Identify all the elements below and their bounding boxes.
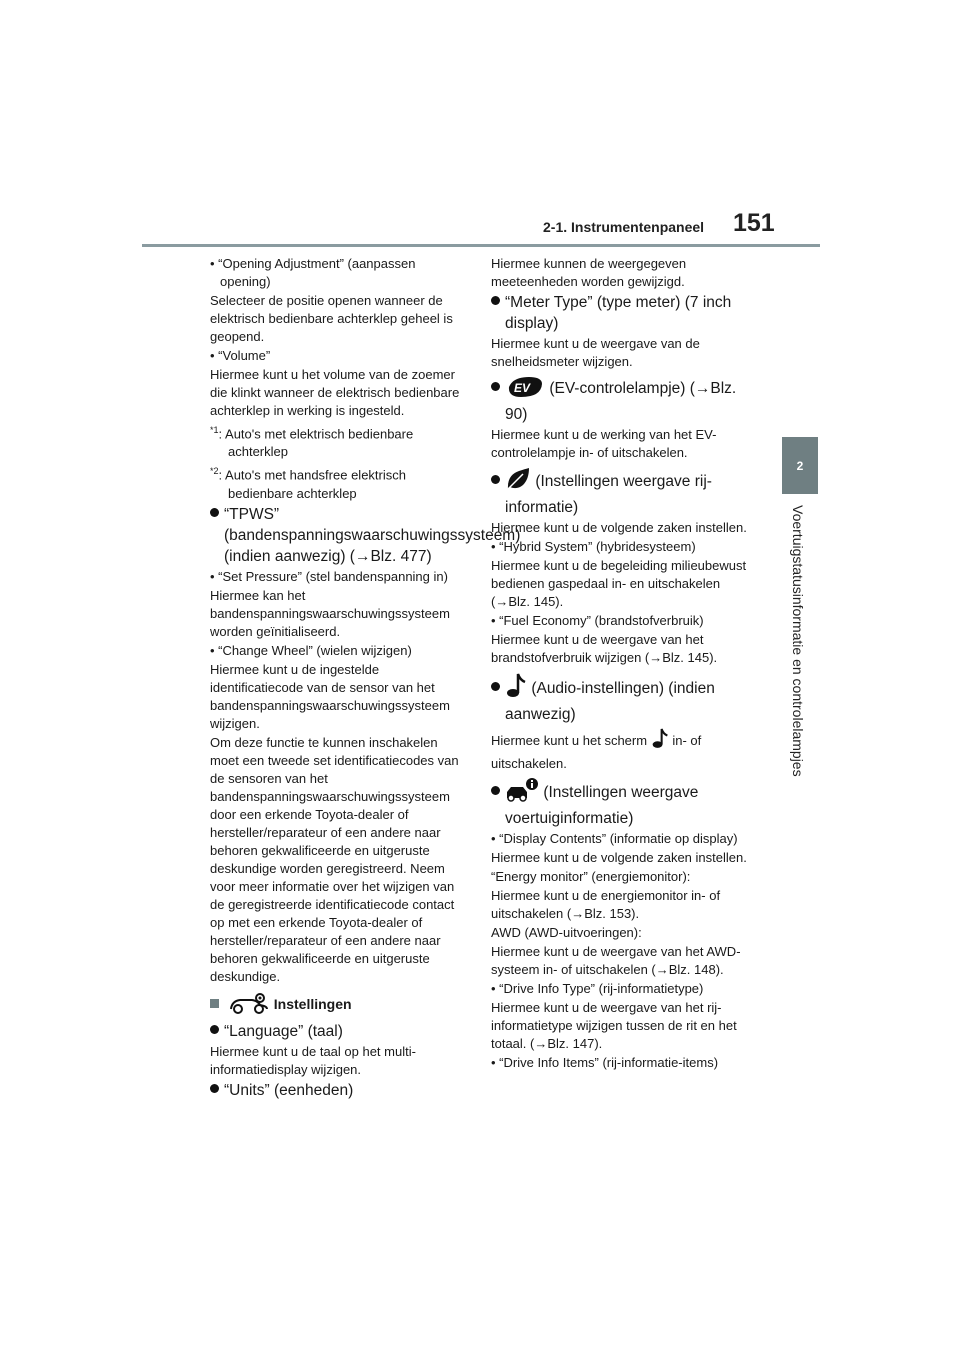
chapter-side-text: Voertuigstatusinformatie en controlelampjes: [790, 505, 806, 777]
footnote-2: $^{*2}$: Auto's met handsfree elektrisch bedienbare achterklep: [210, 466, 406, 501]
paragraph: Selecteer de positie openen wanneer de elektrisch bedienbare achterklep geheel is geopend.: [210, 293, 453, 344]
paragraph: Hiermee kunnen de weergegeven meeteenheden worden gewijzigd.: [491, 256, 687, 289]
paragraph: AWD (AWD-uitvoeringen):: [491, 925, 642, 940]
paragraph: Hiermee kunt u de weergave van het rij-informatietype wijzigen tussen de rit en het totaal. (→Blz. 147).: [491, 1000, 737, 1051]
music-note-icon: [505, 672, 527, 704]
settings-heading: Instellingen: [210, 992, 465, 1018]
header-title: 2-1. Instrumentenpaneel: [543, 219, 705, 235]
bullet-dot-icon: [491, 682, 500, 691]
chapter-tab: 2: [782, 437, 818, 494]
list-item: • “Set Pressure” (stel bandenspanning in): [210, 568, 448, 584]
section-heading-drive-info: (Instellingen weergave rij-informatie): [491, 467, 749, 518]
bullet-dot-icon: [210, 508, 219, 517]
bullet-dot-icon: [491, 475, 500, 484]
header-rule: [142, 244, 820, 247]
paragraph: Hiermee kunt u de volgende zaken instellen.: [491, 520, 747, 535]
list-item: • “Drive Info Items” (rij-informatie-items): [491, 1055, 719, 1070]
bullet-dot-icon: [210, 1025, 219, 1034]
car-info-icon: [505, 778, 539, 808]
paragraph: Hiermee kunt u de weergave van het brandstofverbruik wijzigen (→Blz. 145).: [491, 632, 718, 665]
list-item: • “Change Wheel” (wielen wijzigen): [210, 642, 412, 658]
square-marker-icon: [210, 999, 219, 1008]
paragraph: Hiermee kunt u de ingestelde identificatiecode van de sensor van het bandenspanningswaarschuwingssysteem wijzigen.: [210, 661, 450, 731]
paragraph: Hiermee kunt u de energiemonitor in- of uitschakelen (→Blz. 153).: [491, 888, 721, 921]
paragraph: Hiermee kan het bandenspanningswaarschuwingssysteem worden geïnitialiseerd.: [210, 587, 450, 639]
section-heading-language: “Language” (taal): [210, 1021, 465, 1042]
ev-indicator-icon: [505, 376, 545, 404]
car-settings-icon: [228, 992, 270, 1018]
bullet-dot-icon: [210, 1084, 219, 1093]
paragraph: Hiermee kunt u de taal op het multi-informatiedisplay wijzigen.: [210, 1043, 416, 1077]
list-item: • “Drive Info Type” (rij-informatietype): [491, 981, 704, 996]
section-heading-ev: EV (EV-controlelampje) (→Blz. 90): [491, 376, 749, 425]
list-item: • “Fuel Economy” (brandstofverbruik): [491, 613, 704, 628]
paragraph: Om deze functie te kunnen inschakelen moet een tweede set identificatiecodes van de sensoren van het bandenspanningswaarschuwingssysteem door een erkende Toyota-dealer of hersteller/reparateur of een andere naar behoren gekwalificeerde en uitgeruste deskundige worden geregistreerd. Neem voor meer informatie over het wijzigen van de geregistreerde identificatiecode contact op met een erkende Toyota-dealer of hersteller/reparateur of een andere naar behoren gekwalificeerde en uitgeruste deskundige.: [210, 734, 459, 984]
section-heading-tpws: “TPWS” (bandenspanningswaarschuwingssysteem) (indien aanwezig) (→Blz. 477): [210, 504, 465, 567]
bullet-dot-icon: [491, 296, 500, 305]
paragraph: Hiermee kunt u de volgende zaken instellen.: [491, 850, 747, 865]
section-heading-audio: (Audio-instellingen) (indien aanwezig): [491, 672, 749, 725]
paragraph: “Energy monitor” (energiemonitor):: [491, 869, 691, 884]
svg-text:EV: EV: [514, 381, 531, 395]
music-note-icon: [651, 726, 669, 755]
section-heading-meter-type: “Meter Type” (type meter) (7 inch display): [491, 292, 749, 334]
paragraph: Hiermee kunt u het scherm in- of uitschakelen.: [491, 726, 749, 773]
list-item: • “Opening Adjustment” (aanpassen opening): [210, 256, 416, 289]
paragraph: Hiermee kunt u de weergave van de snelheidsmeter wijzigen.: [491, 336, 700, 369]
list-item: • “Volume”: [210, 348, 271, 363]
section-heading-vehicle-info: (Instellingen weergave voertuiginformatie): [491, 778, 749, 829]
bullet-dot-icon: [491, 382, 500, 391]
leaf-icon: [505, 467, 531, 497]
page-number: 151: [733, 209, 775, 237]
footnote-1: $^{*1}$: Auto's met elektrisch bedienbare achterklep: [210, 425, 414, 460]
paragraph: Hiermee kunt u het volume van de zoemer die klinkt wanneer de elektrisch bedienbare achterklep in werking is ingesteld.: [210, 367, 460, 418]
paragraph: Hiermee kunt u de werking van het EV-controlelampje in- of uitschakelen.: [491, 427, 717, 460]
list-item: • “Display Contents” (informatie op display): [491, 831, 738, 846]
paragraph: Hiermee kunt u de weergave van het AWD-systeem in- of uitschakelen (→Blz. 148).: [491, 944, 741, 977]
left-column: [210, 255, 521, 1102]
paragraph: Hiermee kunt u de begeleiding milieubewust bedienen gaspedaal in- en uitschakelen (→Blz. 145).: [491, 558, 747, 609]
list-item: • “Hybrid System” (hybridesysteem): [491, 539, 696, 554]
bullet-dot-icon: [491, 786, 500, 795]
right-column: [491, 255, 749, 1073]
section-heading-units: “Units” (eenheden): [210, 1080, 465, 1101]
